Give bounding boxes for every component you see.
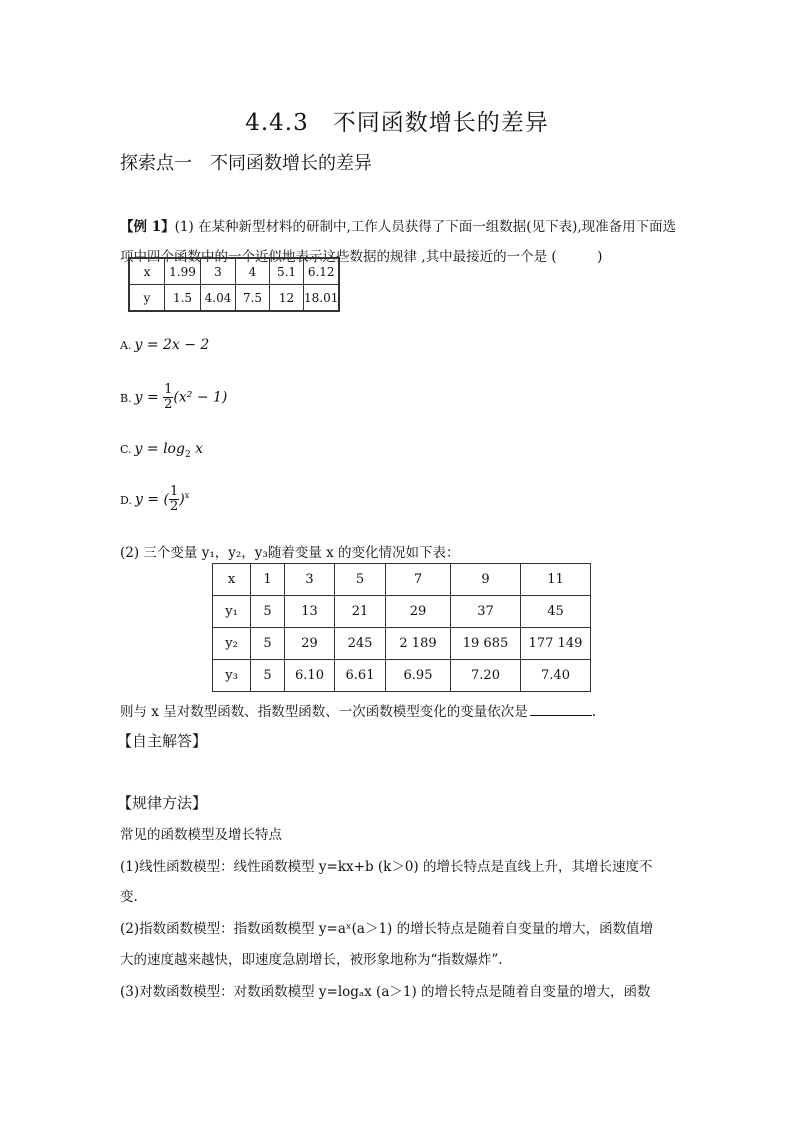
exponent: x (184, 490, 190, 500)
data-table-1 (128, 257, 340, 312)
page-title: 4.4.3 不同函数增长的差异 (245, 110, 549, 136)
table-cell: 18.01 (304, 285, 340, 312)
option-formula-close: ) (179, 491, 185, 508)
option-b (120, 383, 227, 412)
table-cell: 6.61 (335, 660, 386, 692)
table-cell: x (129, 258, 165, 285)
option-label: A. (120, 339, 132, 352)
table-cell: y₃ (213, 660, 251, 692)
method-p1-line2: 变. (120, 889, 138, 905)
answer-blank[interactable] (530, 715, 592, 716)
option-label: B. (120, 391, 132, 405)
self-answer-heading: 【自主解答】 (117, 732, 208, 750)
question-text: 则与 x 呈对数型函数、指数型函数、一次函数模型变化的变量依次是 (120, 704, 528, 720)
table-cell: 1.99 (165, 258, 201, 285)
table-cell: 7 (386, 564, 451, 596)
table-row (213, 628, 591, 660)
table-cell: 6.12 (304, 258, 340, 285)
table-cell: 7.5 (236, 285, 270, 312)
part2-intro: (2) 三个变量 y₁，y₂，y₃随着变量 x 的变化情况如下表： (120, 545, 460, 561)
fraction-denominator: 2 (164, 397, 173, 412)
table-cell: 7.40 (521, 660, 591, 692)
option-c (120, 441, 203, 460)
table-cell: x (213, 564, 251, 596)
option-label: D. (120, 493, 132, 507)
table-cell: 245 (335, 628, 386, 660)
option-formula: y = ( (134, 491, 169, 508)
table-cell: 5 (251, 596, 285, 628)
table-cell: 19 685 (451, 628, 521, 660)
table-cell: 1 (251, 564, 285, 596)
fraction-numerator: 1 (169, 484, 179, 499)
example-tag: 【例 1】 (120, 219, 175, 235)
table-cell: y (129, 285, 165, 312)
part2-question (120, 700, 596, 720)
example1-line2: 项中四个函数中的一个近似地表示这些数据的规律 ,其中最接近的一个是 ( ) (120, 249, 603, 265)
option-formula: y = 2x − 2 (134, 337, 210, 353)
table-cell: 177 149 (521, 628, 591, 660)
example1-line1 (120, 215, 676, 235)
option-a (120, 337, 209, 353)
question-period: . (591, 704, 596, 720)
fraction (169, 485, 179, 514)
example1-text1: (1) 在某种新型材料的研制中,工作人员获得了下面一组数据(见下表),现准备用下面选 (174, 219, 677, 235)
method-p2-line1: (2)指数函数模型：指数函数模型 y=aˣ(a＞1) 的增长特点是随着自变量的增大，函数值增 (120, 921, 654, 937)
table-cell: 1.5 (165, 285, 201, 312)
fraction (163, 383, 173, 412)
table-cell: 2 189 (386, 628, 451, 660)
method-heading: 【规律方法】 (117, 794, 208, 812)
option-d (120, 485, 189, 514)
table-cell: 13 (285, 596, 335, 628)
table-cell: 7.20 (451, 660, 521, 692)
table-row (129, 258, 339, 285)
table-cell: 5 (335, 564, 386, 596)
table-row (129, 285, 339, 312)
option-formula-tail: (x² − 1) (173, 389, 228, 406)
fraction-numerator: 1 (164, 382, 173, 397)
table-cell: 29 (285, 628, 335, 660)
method-p1-line1: (1)线性函数模型：线性函数模型 y=kx+b (k＞0) 的增长特点是直线上升，其增长速度不 (120, 859, 653, 875)
option-formula: y = log (134, 441, 185, 457)
table-cell: 45 (521, 596, 591, 628)
method-p3-line1: (3)对数函数模型：对数函数模型 y=logₐx (a＞1) 的增长特点是随着自变量的增大，函数 (120, 984, 651, 1000)
table-cell: 5.1 (270, 258, 304, 285)
table-cell: 3 (201, 258, 236, 285)
table-cell: 12 (270, 285, 304, 312)
method-intro: 常见的函数模型及增长特点 (120, 827, 282, 843)
log-base: 2 (184, 449, 191, 460)
table-cell: 6.95 (386, 660, 451, 692)
table-cell: 6.10 (285, 660, 335, 692)
table-cell: 9 (451, 564, 521, 596)
section-heading: 探索点一 不同函数增长的差异 (120, 153, 372, 174)
table-cell: 29 (386, 596, 451, 628)
fraction-denominator: 2 (169, 499, 179, 514)
table-cell: 5 (251, 628, 285, 660)
table-cell: 3 (285, 564, 335, 596)
table-cell: 11 (521, 564, 591, 596)
option-formula-tail: x (190, 441, 204, 457)
table-cell: 4.04 (201, 285, 236, 312)
table-row (213, 660, 591, 692)
table-cell: 5 (251, 660, 285, 692)
table-cell: 4 (236, 258, 270, 285)
method-p2-line2: 大的速度越来越快，即速度急剧增长，被形象地称为“指数爆炸”. (120, 952, 503, 968)
table-row (213, 564, 591, 596)
data-table-2 (212, 563, 591, 692)
table-cell: 37 (451, 596, 521, 628)
table-cell: y₁ (213, 596, 251, 628)
table-row (213, 596, 591, 628)
table-cell: 21 (335, 596, 386, 628)
table-cell: y₂ (213, 628, 251, 660)
option-formula: y = (134, 389, 159, 406)
option-label: C. (120, 443, 132, 456)
